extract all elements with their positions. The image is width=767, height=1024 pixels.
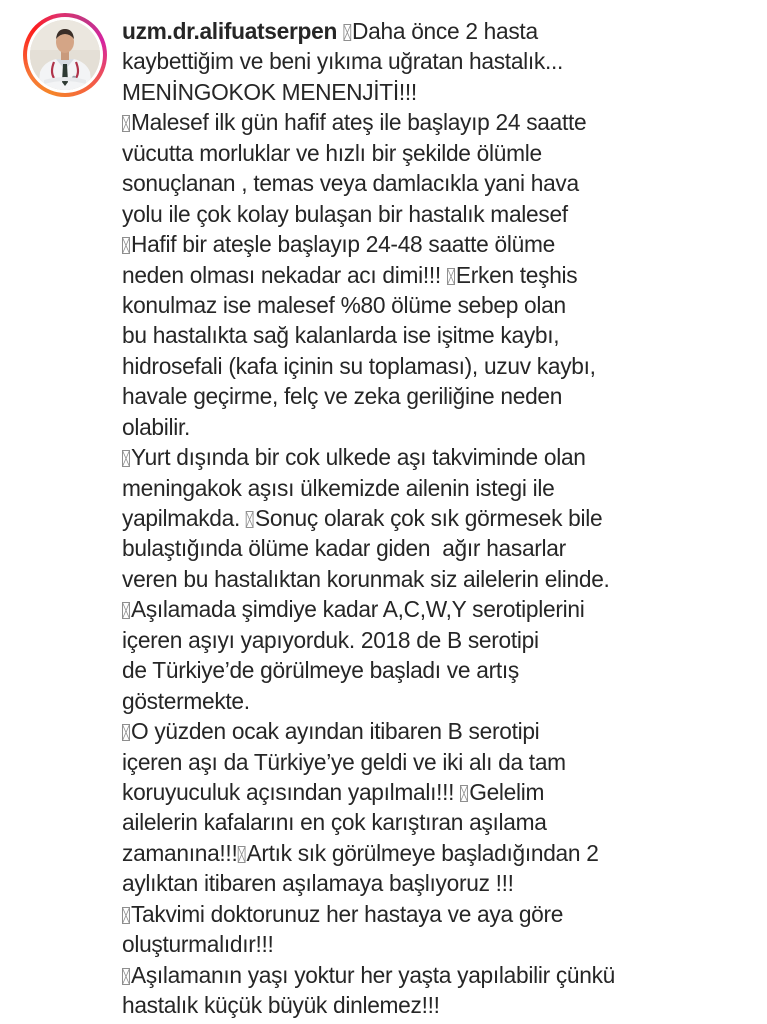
caption-segment: hidrosefali (kafa içinin su toplaması), uzuv kaybı, (122, 352, 596, 379)
caption-segment: Malesef ilk gün hafif ateş ile başlayıp 24 saatte (130, 109, 587, 136)
caption-segment: havale geçirme, felç ve zeka geriliğine neden (122, 383, 563, 410)
missing-emoji-icon (122, 450, 130, 467)
caption-line (122, 290, 760, 320)
caption-line (122, 655, 760, 685)
caption-segment: ailelerin kafalarını en çok karıştıran aşılama (122, 809, 547, 836)
caption-line (122, 625, 760, 655)
caption-line (122, 868, 760, 898)
caption-line (122, 199, 760, 229)
caption-segment: Takvimi doktorunuz her hastaya ve aya göre (130, 900, 564, 927)
caption-segment: Hafif bir ateşle başlayıp 24-48 saatte ölüme (130, 231, 555, 258)
caption-line (122, 503, 760, 533)
avatar-story-ring[interactable] (23, 13, 107, 97)
caption-segment: konulmaz ise malesef %80 ölüme sebep olan (122, 291, 566, 318)
missing-emoji-icon (447, 268, 455, 285)
caption-segment: zamanına!!! (122, 839, 238, 866)
caption-segment: aylıktan itibaren aşılamaya başlıyoruz !!! (122, 870, 514, 897)
missing-emoji-icon (122, 602, 130, 619)
caption-segment: O yüzden ocak ayından itibaren B serotipi (130, 718, 540, 745)
caption-segment: de Türkiye’de görülmeye başladı ve artış (122, 657, 519, 684)
caption-segment: göstermekte. (122, 687, 250, 714)
caption-line (122, 929, 760, 959)
caption-line (122, 686, 760, 716)
caption-text (122, 16, 762, 1020)
caption-line (122, 473, 760, 503)
caption-segment: kaybettiğim ve beni yıkıma uğratan hastalık... (122, 48, 564, 75)
caption-line (122, 990, 760, 1020)
caption-segment: içeren aşıyı yapıyorduk. 2018 de B serotipi (122, 626, 539, 653)
caption-segment: Aşılamanın yaşı yoktur her yaşta yapılabilir çünkü (130, 961, 616, 988)
missing-emoji-icon (343, 24, 351, 41)
caption-segment: vücutta morluklar ve hızlı bir şekilde ölümle (122, 139, 542, 166)
missing-emoji-icon (122, 968, 130, 985)
caption-line (122, 260, 760, 290)
caption-line (122, 838, 760, 868)
caption-segment: neden olması nekadar acı dimi!!! (122, 261, 447, 288)
caption-segment: olabilir. (122, 413, 191, 440)
avatar[interactable] (30, 20, 100, 90)
caption-segment: MENİNGOKOK MENENJİTİ!!! (122, 78, 417, 105)
profile-photo-icon (30, 20, 100, 90)
missing-emoji-icon (122, 724, 130, 741)
caption-segment: koruyuculuk açısından yapılmalı!!! (122, 778, 461, 805)
caption-line (122, 229, 760, 259)
caption-line (122, 747, 760, 777)
caption-line (122, 533, 760, 563)
caption-segment: Artık sık görülmeye başladığından 2 (246, 839, 599, 866)
caption-line (122, 807, 760, 837)
caption-segment: yolu ile çok kolay bulaşan bir hastalık malesef (122, 200, 568, 227)
caption-segment: Yurt dışında bir cok ulkede aşı takviminde olan (130, 444, 586, 471)
caption-line (122, 594, 760, 624)
caption-line (122, 442, 760, 472)
caption-segment: sonuçlanan , temas veya damlacıkla yani hava (122, 170, 579, 197)
caption-segment: bu hastalıkta sağ kalanlarda ise işitme kaybı, (122, 322, 560, 349)
caption-line (122, 381, 760, 411)
caption-line (122, 16, 760, 46)
missing-emoji-icon (122, 237, 130, 254)
missing-emoji-icon (246, 511, 254, 528)
caption-segment: yapilmakda. (122, 505, 247, 531)
caption-segment: veren bu hastalıktan korunmak siz ailelerin elinde. (122, 565, 610, 592)
caption-segment: Aşılamada şimdiye kadar A,C,W,Y serotiplerini (130, 596, 585, 623)
caption-segment: hastalık küçük büyük dinlemez!!! (122, 992, 440, 1018)
caption-segment: Erken teşhis (455, 261, 578, 288)
missing-emoji-icon (460, 785, 468, 802)
caption-line (122, 777, 760, 807)
missing-emoji-icon (237, 846, 245, 863)
caption-line (122, 412, 760, 442)
caption-line (122, 320, 760, 350)
caption-segment: bulaştığında ölüme kadar giden ağır hasarlar (122, 535, 566, 562)
caption-segment: meningakok aşısı ülkemizde ailenin istegi ile (122, 474, 555, 501)
caption-line (122, 564, 760, 594)
caption-line (122, 899, 760, 929)
caption-segment: Sonuç olarak çok sık görmesek bile (254, 505, 603, 531)
caption-line (122, 960, 760, 990)
caption-line (122, 351, 760, 381)
caption-line (122, 138, 760, 168)
username-link[interactable]: uzm.dr.alifuatserpen (122, 18, 338, 44)
caption-line (122, 46, 760, 76)
caption-line (122, 107, 760, 137)
caption-line (122, 716, 760, 746)
caption-line (122, 168, 760, 198)
missing-emoji-icon (122, 115, 130, 132)
caption-line (122, 77, 760, 107)
caption-segment: Daha önce 2 hasta (352, 18, 538, 44)
caption-segment: Gelelim (469, 778, 545, 805)
missing-emoji-icon (122, 907, 130, 924)
caption-segment: oluşturmalıdır!!! (122, 931, 274, 958)
caption-segment: içeren aşı da Türkiye’ye geldi ve iki alı da tam (122, 748, 566, 775)
